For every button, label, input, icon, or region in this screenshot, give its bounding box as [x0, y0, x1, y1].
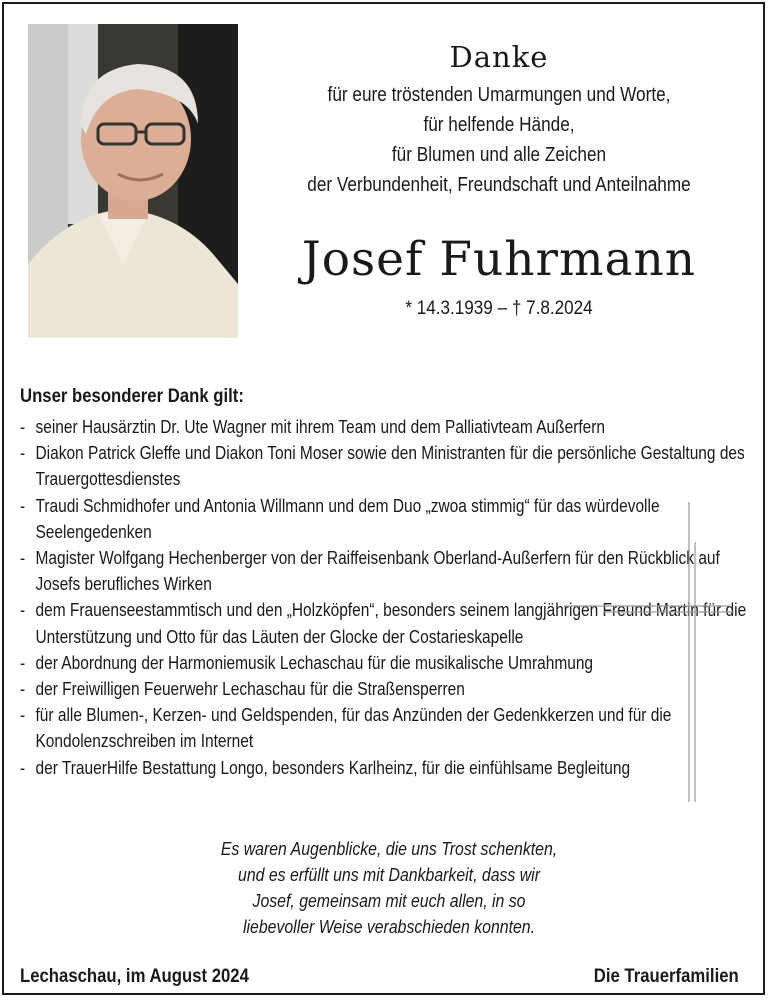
special-thanks-heading: Unser besonderer Dank gilt:	[20, 386, 244, 407]
portrait-photo	[28, 24, 238, 338]
list-item: - Traudi Schmidhofer und Antonia Willmann und dem Duo „zwoa stimmig“ für das würdevolle Seelengedenken	[20, 495, 660, 542]
thanks-line: für Blumen und alle Zeichen	[391, 144, 607, 166]
list-item: - der Abordnung der Harmoniemusik Lechaschau für die musikalische Umrahmung	[20, 652, 594, 673]
closing-line: liebevoller Weise verabschieden konnten.	[242, 917, 536, 937]
closing-line: und es erfüllt uns mit Dankbarkeit, dass wir	[238, 865, 540, 885]
life-dates: * 14.3.1939 – † 7.8.2024	[405, 298, 593, 319]
danke-title: Danke	[449, 40, 549, 74]
list-item: - Magister Wolfgang Hechenberger von der Raiffeisenbank Oberland-Außerfern für den Rückblick auf Josefs berufliches Wirken	[20, 548, 720, 595]
thanks-line: für eure tröstenden Umarmungen und Worte,	[327, 84, 671, 106]
list-item: - Diakon Patrick Gleffe und Diakon Toni Moser sowie den Ministranten für die persönliche Gestaltung des Trauergottesdienstes	[20, 443, 745, 490]
list-item: - der TrauerHilfe Bestattung Longo, besonders Karlheinz, für die einfühlsame Begleitung	[20, 757, 631, 778]
list-item: - dem Frauenseestammtisch und den „Holzköpfen“, besonders seinem langjährigen Freund Martin für die Unterstützung und Otto für das Läuten der Glocke der Costarieskapelle	[20, 600, 747, 647]
obituary-card	[2, 2, 765, 995]
place-and-date: Lechaschau, im August 2024	[20, 966, 249, 987]
closing-line: Es waren Augenblicke, die uns Trost schenkten,	[220, 839, 558, 859]
closing-verse	[154, 836, 624, 940]
thanks-line: für helfende Hände,	[423, 114, 575, 136]
list-item: - für alle Blumen-, Kerzen- und Geldspenden, für das Anzünden der Gedenkkerzen und für die Kondolenzschreiben im Internet	[20, 705, 672, 752]
signature: Die Trauerfamilien	[594, 966, 739, 987]
closing-line: Josef, gemeinsam mit euch allen, in so	[252, 891, 526, 911]
cross-icon	[564, 502, 734, 802]
list-item: - der Freiwilligen Feuerwehr Lechaschau für die Straßensperren	[20, 679, 465, 700]
deceased-name: Josef Fuhrmann	[301, 232, 697, 287]
list-item: - seiner Hausärztin Dr. Ute Wagner mit ihrem Team und dem Palliativteam Außerfern	[20, 417, 606, 437]
thanks-line: der Verbundenheit, Freundschaft und Anteilnahme	[307, 174, 691, 196]
thank-you-header	[254, 40, 744, 200]
